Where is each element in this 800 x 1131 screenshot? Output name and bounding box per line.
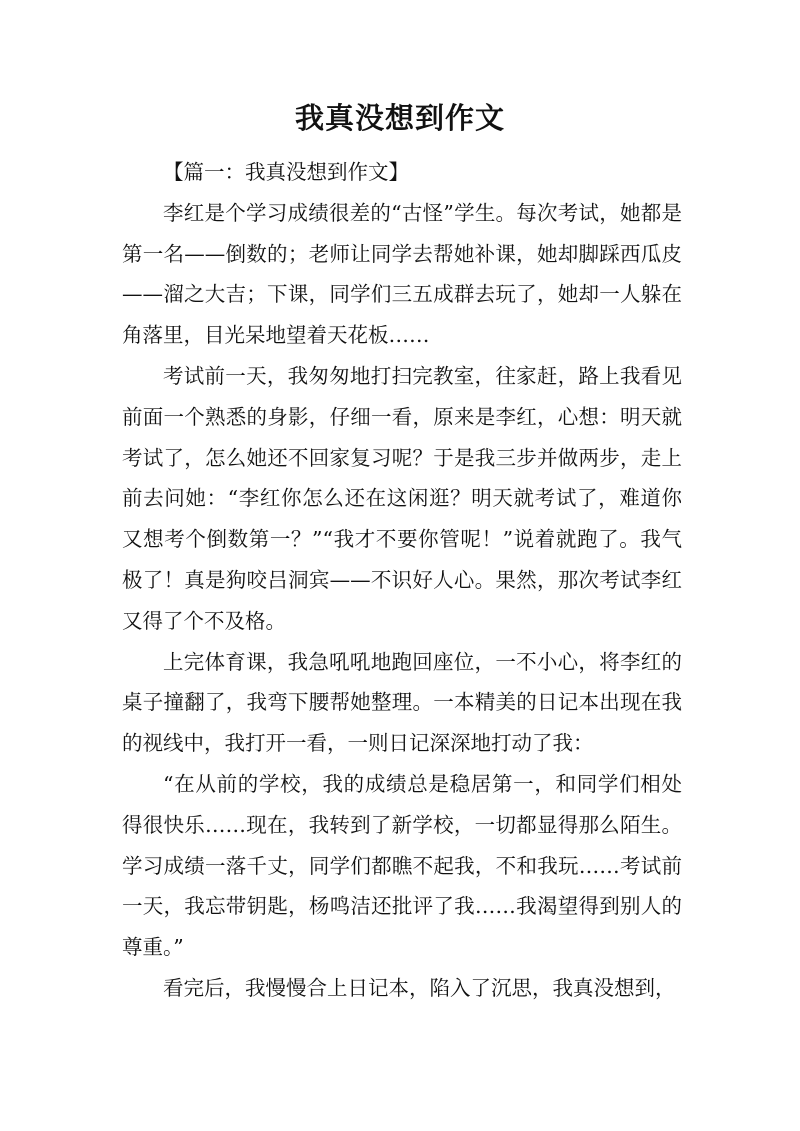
paragraph: 考试前一天，我匆匆地打扫完教室，往家赶，路上我看见前面一个熟悉的身影，仔细一看，原来是李红，心想：明天就考试了，怎么她还不回家复习呢？于是我三步并做两步，走上前去问她：“李红你怎么还在这闲逛？明天就考试了，难道你又想考个倒数第一？”“我才不要你管呢！”说着就跑了。我气极了！真是狗咬吕洞宾——不识好人心。果然，那次考试李红又得了个不及格。 — [122, 363, 682, 633]
section-heading: 【篇一：我真没想到作文】 — [163, 160, 409, 184]
document-title: 我真没想到作文 — [294, 101, 505, 135]
paragraph: 李红是个学习成绩很差的“古怪”学生。每次考试，她都是第一名——倒数的；老师让同学去帮她补课，她却脚踩西瓜皮——溜之大吉；下课，同学们三五成群去玩了，她却一人躲在角落里，目光呆地望着天花板…… — [122, 200, 682, 348]
diary-quote-paragraph: “在从前的学校，我的成绩总是稳居第一，和同学们相处得很快乐……现在，我转到了新学校，一切都显得那么陌生。学习成绩一落千丈，同学们都瞧不起我，不和我玩……考试前一天，我忘带钥匙，杨鸣洁还批评了我……我渴望得到别人的尊重。” — [122, 771, 682, 960]
paragraph: 上完体育课，我急吼吼地跑回座位，一不小心，将李红的桌子撞翻了，我弯下腰帮她整理。一本精美的日记本出现在我的视线中，我打开一看，一则日记深深地打动了我： — [122, 649, 682, 756]
paragraph: 看完后，我慢慢合上日记本，陷入了沉思，我真没想到， — [163, 975, 676, 1000]
document-body — [122, 152, 682, 1009]
